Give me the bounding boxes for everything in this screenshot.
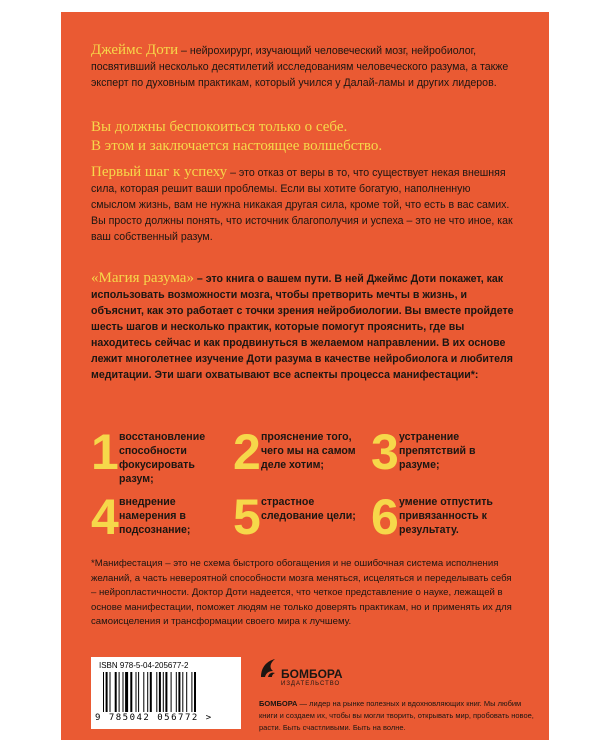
pull-quote [91, 118, 521, 156]
step-text: страстное следование цели; [261, 496, 356, 522]
book-description-text: – это книга о вашем пути. В ней Джеймс Доти покажет, как использовать возможности мозга, чтобы претворить мечты в жизнь, и объяснит, как это работает с точки зрения нейробиологии. Вы вместе пройдете шесть шагов и несколько практик, которые помогут прояснить, где вы находитесь сейчас и как продвинуться в желаемом направлении. В их основе лежит многолетнее изучение Доти разума в качестве нейробиолога и любителя медитации. Эти шаги охватывают все аспекты процесса манифестации*: [91, 273, 514, 381]
barcode-bar [186, 672, 187, 712]
barcode-bar [106, 672, 108, 712]
barcode-bar [143, 672, 144, 712]
quote-line-1: Вы должны беспокоиться только о себе. [91, 119, 348, 135]
isbn-label: ISBN 978-5-04-205677-2 [99, 661, 189, 670]
book-title: «Магия разума» [91, 270, 194, 286]
barcode-bar [125, 672, 128, 712]
barcode-bar [191, 672, 192, 712]
barcode-bar [115, 672, 117, 712]
publisher-logo-subtitle: ИЗДАТЕЛЬСТВО [281, 681, 341, 687]
barcode-bar [130, 672, 132, 712]
first-step-paragraph [91, 164, 516, 245]
barcode-bars [103, 672, 229, 712]
barcode-bar [176, 672, 177, 712]
step-item [371, 489, 511, 548]
bombora-wave-icon [259, 657, 277, 679]
publisher-logo-name: БОМБОРА [281, 667, 343, 681]
barcode-bar [156, 672, 157, 712]
barcode-bar [194, 672, 196, 712]
step-number: 3 [371, 424, 399, 480]
step-text: умение отпустить привязанность к результату. [399, 496, 493, 536]
step-text: внедрение намерения в подсознание; [119, 496, 191, 536]
step-item [371, 424, 511, 483]
step-number: 2 [233, 424, 261, 480]
publisher-tagline-text: — лидер на рынке полезных и вдохновляющих книг. Мы любим книги и создаем их, чтобы вы могли творить, открывать мир, пробовать новое, расти. Быть счастливыми. Быть на волне. [259, 699, 534, 732]
step-number: 1 [91, 424, 119, 480]
step-text: устранение препятствий в разуме; [399, 431, 476, 471]
ean-digits: 9 785042 056772 > [95, 713, 213, 723]
publisher-tagline [259, 698, 539, 734]
first-step-text: – это отказ от веры в то, что существует некая внешняя сила, которая решит ваши проблемы. Если вы хотите богатую, наполненную смыслом жизнь, вам не нужна никакая другая сила, кроме той, что есть в вас самих. Вы просто должны понять, что источник благополучия и успеха – это не что иное, как ваш собственный разум. [91, 167, 513, 243]
barcode-bar [147, 672, 148, 712]
barcode-bar [159, 672, 161, 712]
publisher-tagline-name: БОМБОРА [259, 699, 298, 708]
step-item [91, 424, 231, 485]
footnote: *Манифестация – это не схема быстрого обогащения и не ошибочная система исполнения желаний, а часть невероятной способности мозга меняться, исцеляться и переделывать себя – нейропластичности. Доктор Доти надеется, что четкое представление о науке, лежащей в основе манифестации, поможет людям не только доверять практикам, но и применять их для самоисцеления и трансформации своего мира к лучшему. [91, 558, 512, 627]
author-intro-text: – нейрохирург, изучающий человеческий мозг, нейробиолог, посвятивший несколько десятилетий исследованиям человеческого разума, а также эксперт по духовным практикам, который учился у Далай-ламы и других лидеров. [91, 45, 509, 89]
step-item [233, 424, 373, 483]
step-item [91, 489, 231, 548]
barcode-bar [178, 672, 180, 712]
barcode-bar [150, 672, 152, 712]
barcode-bar [138, 672, 139, 712]
first-step-title: Первый шаг к успеху [91, 164, 228, 180]
step-text: восстановление способности фокусировать разум; [119, 431, 206, 485]
barcode-bar [103, 672, 104, 712]
book-back-cover [61, 12, 549, 740]
step-item [233, 489, 373, 548]
author-name: Джеймс Доти [91, 42, 179, 58]
step-number: 4 [91, 489, 119, 545]
barcode-bar [123, 672, 124, 712]
barcode-bar [110, 672, 111, 712]
barcode-bar [171, 672, 172, 712]
quote-line-2: В этом и заключается настоящее волшебство. [91, 138, 383, 154]
step-number: 5 [233, 489, 261, 545]
barcode-bar [119, 672, 120, 712]
barcode-bar [165, 672, 167, 712]
barcode-bar [182, 672, 183, 712]
author-intro [91, 42, 516, 91]
barcode-bar [163, 672, 164, 712]
step-text: прояснение того, чего мы на самом деле хотим; [261, 431, 356, 471]
barcode-bar [136, 672, 137, 712]
book-description [91, 270, 516, 383]
barcode [91, 657, 241, 729]
step-number: 6 [371, 489, 399, 545]
